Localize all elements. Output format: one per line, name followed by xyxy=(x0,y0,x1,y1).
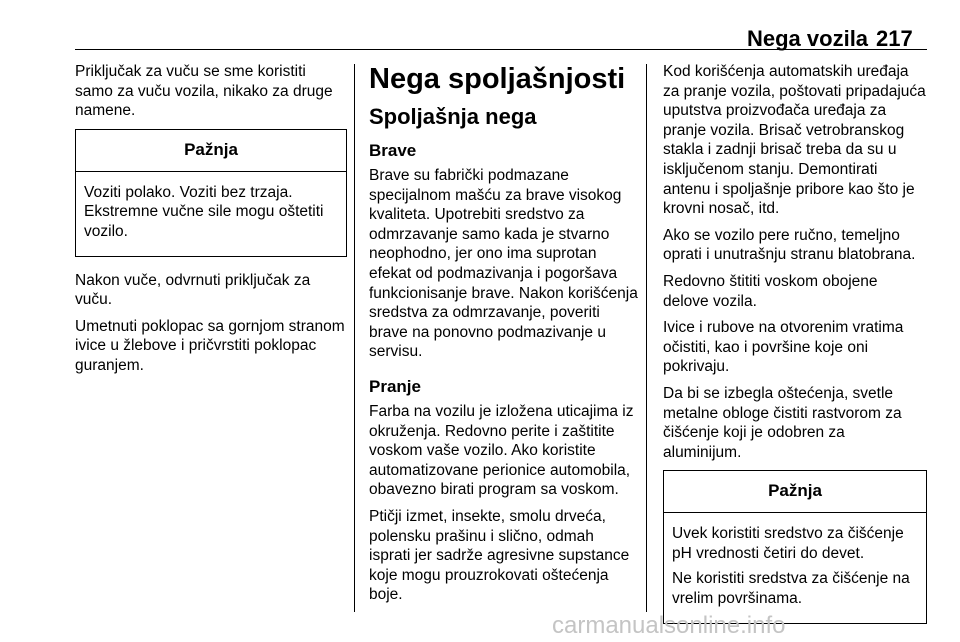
paragraph: Ivice i rubove na otvorenim vratima očistiti, kao i površine koje oni pokrivaju. xyxy=(663,319,904,376)
column-divider-left xyxy=(354,64,355,612)
caution-text: Voziti polako. Voziti bez trzaja. Ekstremne vučne sile mogu oštetiti vozilo. xyxy=(84,183,324,240)
header-rule xyxy=(75,49,927,50)
paragraph: Da bi se izbegla oštećenja, svetle metalne obloge čistiti rastvorom za čišćenje koji je odobren za aluminijum. xyxy=(663,384,902,461)
caution-text: Uvek koristiti sredstvo za čišćenje pH vrednosti četiri do devet. xyxy=(672,525,904,562)
caution-title: Pažnja xyxy=(76,130,346,172)
locks-heading: Brave xyxy=(369,141,417,160)
watermark: carmanualsonline.info xyxy=(552,612,786,639)
paragraph: Umetnuti poklopac sa gornjom stranom ivice u žlebove i pričvrstiti poklopac guranjem. xyxy=(75,317,345,374)
paragraph: Nakon vuče, odvrnuti priključak za vuču. xyxy=(75,271,311,309)
paragraph: Kod korišćenja automatskih uređaja za pranje vozila, poštovati pripadajuća uputstva proizvođača uređaja za pranje vozila. Brisač vetrobranskog stakla i zadnji brisač treba da su u isključenom stanju. Demontirati antenu i spoljašnje pribore kao što je krovni nosač, itd. xyxy=(663,63,926,218)
chapter-heading: Nega spoljašnjosti xyxy=(369,63,626,95)
paragraph: Ako se vozilo pere ručno, temeljno oprati i unutrašnju stranu blatobrana. xyxy=(663,226,916,264)
washing-text: Farba na vozilu je izložena uticajima iz okruženja. Redovno perite i zaštitite voskom vaše vozilo. Ako koristite automatizovane perionice automobila, obavezno birati program sa voskom. xyxy=(369,402,634,499)
section-heading: Spoljašnja nega xyxy=(369,104,537,129)
washing-text: Ptičji izmet, insekte, smolu drveća, polensku prašinu i slično, odmah isprati jer sadrže agresivne supstance koje mogu prouzrokovati oštećenja boje. xyxy=(369,507,630,604)
column-divider-right xyxy=(646,64,647,612)
locks-text: Brave su fabrički podmazane specijalnom mašću za brave visokog kvaliteta. Upotrebiti sredstvo za odmrzavanje samo kada je stvarno neophodno, jer ono ima suprotan efekat od podmazivanja i pogoršava funkcionisanje brave. Nakon korišćenja sredstva za odmrzavanje, poveriti brave na ponovno podmazivanje u servisu. xyxy=(369,167,638,361)
column-2 xyxy=(369,62,639,612)
paragraph: Redovno štititi voskom obojene delove vozila. xyxy=(663,272,878,310)
caution-box xyxy=(663,470,927,623)
column-3 xyxy=(663,62,927,638)
caution-box xyxy=(75,129,347,257)
caution-text: Ne koristiti sredstva za čišćenje na vrelim površinama. xyxy=(672,570,910,608)
caution-title: Pažnja xyxy=(664,471,926,513)
tow-hook-intro: Priključak za vuču se sme koristiti samo za vuču vozila, nikako za druge namene. xyxy=(75,63,333,120)
column-1 xyxy=(75,62,347,383)
page-number: 217 xyxy=(876,26,913,51)
section-title: Nega vozila xyxy=(747,26,869,51)
washing-heading: Pranje xyxy=(369,376,421,396)
